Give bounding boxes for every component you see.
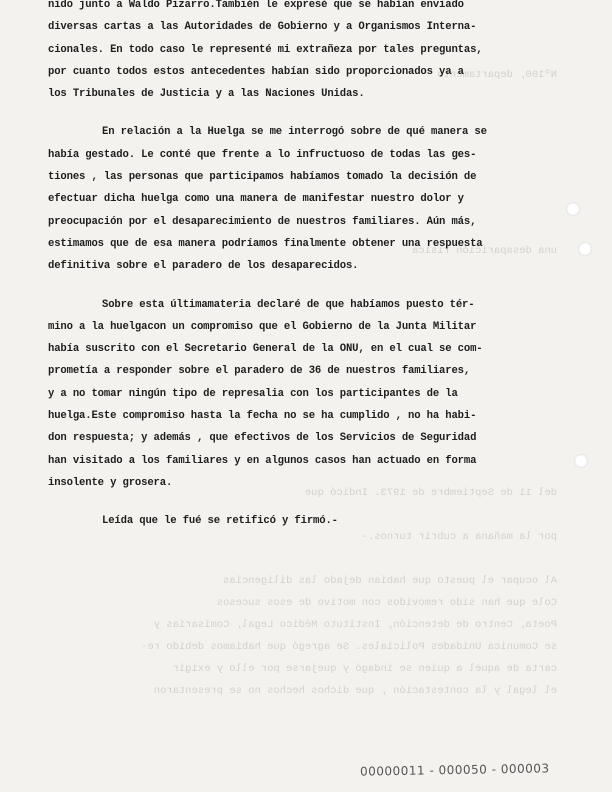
- text-line: mino a la huelgacon un compromiso que el Gobierno de la Junta Militar: [48, 320, 477, 333]
- punch-hole: [574, 454, 588, 468]
- paragraph-2: [48, 121, 498, 277]
- text-line: preocupación por el desaparecimiento de nuestros familiares. Aún más,: [48, 215, 477, 228]
- bleed-through-line: Cole que han sido removidos con motivo de esos sucesos: [216, 597, 557, 609]
- punch-hole: [566, 202, 580, 216]
- text-line: En relación a la Huelga se me interrogó sobre de qué manera se: [102, 126, 487, 139]
- text-line: definitiva sobre el paradero de los desaparecidos.: [48, 260, 359, 273]
- text-line: estimamos que de esa manera podríamos finalmente obtener una respuesta: [48, 237, 483, 250]
- paragraph-1: [48, 0, 498, 105]
- text-line: los Tribunales de Justicia y a las Naciones Unidas.: [48, 88, 365, 101]
- bleed-through-line: Al ocupar el puesto que habían dejado las diligencias: [223, 575, 557, 587]
- text-line: y a no tomar ningún tipo de represalia con los participantes de la: [48, 387, 458, 400]
- closing-line: Leída que le fué se retificó y firmó.-: [102, 515, 338, 528]
- bleed-through-line: carta de aquel a quien se indagó y quejarse por ello y exigir: [172, 663, 557, 675]
- text-line: efectuar dicha huelga como una manera de manifestar nuestro dolor y: [48, 193, 464, 206]
- bleed-through-line: del 11 de Septiembre de 1973. Indicó que: [304, 487, 557, 499]
- text-line: don respuesta; y además , que efectivos de los Servicios de Seguridad: [48, 432, 477, 445]
- text-line: huelga.Este compromiso hasta la fecha no se ha cumplido , no ha habi-: [48, 410, 477, 423]
- text-line: Sobre esta últimamateria declaré de que habíamos puesto tér-: [102, 298, 475, 311]
- text-line: por cuanto todos estos antecedentes habían sido proporcionados ya a: [48, 65, 464, 78]
- bleed-through-line: por la mañana a cubrir turnos.-: [361, 531, 557, 543]
- text-line: había gestado. Le conté que frente a lo infructuoso de todas las ges-: [48, 148, 477, 161]
- bleed-through-line: [0, 548, 612, 570]
- paragraph-3: [48, 294, 498, 495]
- document-body: [48, 0, 498, 533]
- bleed-through-line: el legal y la contestación , que dichos hechos no se presentaron: [153, 685, 557, 697]
- bleed-through-line: se Comunica Unidades Policiales. Se agregó que habíamos debido re-: [141, 641, 557, 653]
- punch-hole: [578, 242, 592, 256]
- text-line: tiones , las personas que participamos habíamos tomado la decisión de: [48, 171, 477, 184]
- text-line: insolente y grosera.: [48, 476, 173, 489]
- bleed-through-line: una desaparición fisica: [412, 245, 557, 257]
- text-line: han visitado a los familiares y en algunos casos han actuado en forma: [48, 454, 477, 467]
- bleed-through-line: Nº100, departamento: [437, 69, 557, 81]
- bleed-through-line: Poeta, Centro de detención, Instituto Médico Legal, Comisarías y: [153, 619, 557, 631]
- text-line: había suscrito con el Secretario General de la ONU, en el cual se com-: [48, 343, 483, 356]
- text-line: prometía a responder sobre el paradero de 36 de nuestros familiares,: [48, 365, 471, 378]
- text-line: nido junto a Waldo Pizarro.También le expresé que se habían enviado: [48, 0, 464, 11]
- archive-id-handwritten: 00000011 - 000050 - 000003: [359, 761, 550, 779]
- text-line: cionales. En todo caso le representé mi extrañeza por tales preguntas,: [48, 43, 483, 56]
- text-line: diversas cartas a las Autoridades de Gobierno y a Organismos Interna-: [48, 21, 477, 34]
